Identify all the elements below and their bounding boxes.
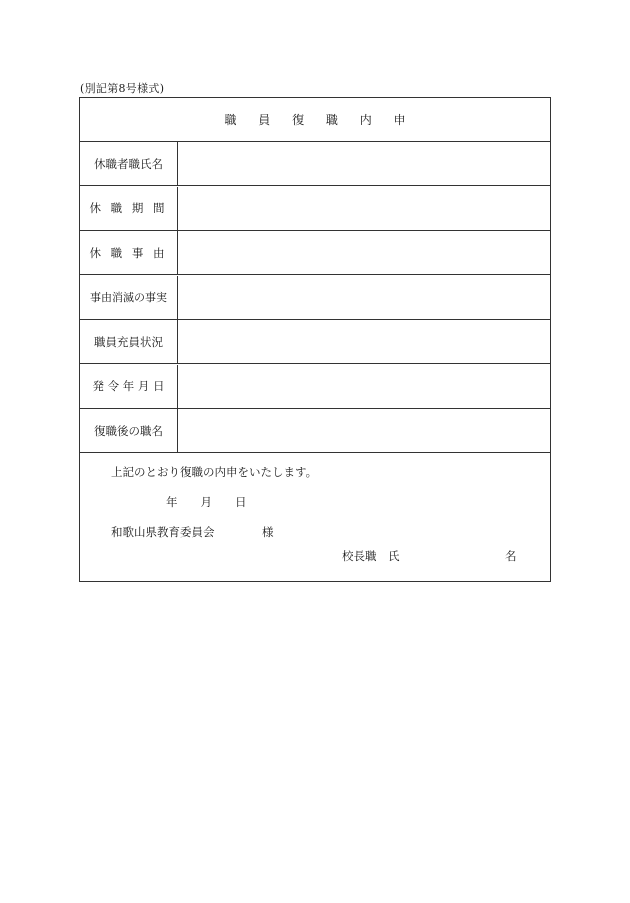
addressee-honorific: 様 bbox=[262, 525, 274, 539]
field-value-leave-period[interactable] bbox=[178, 187, 550, 230]
field-label-reason-resolved: 事由消滅の事実 bbox=[80, 276, 178, 319]
field-value-staffing-status[interactable] bbox=[178, 320, 550, 363]
field-label-post-reinstatement-title: 復職後の職名 bbox=[80, 409, 178, 452]
signer-name-suffix: 名 bbox=[505, 549, 517, 563]
form-title: 職 員 復 職 内 申 bbox=[80, 98, 550, 142]
field-row-appointment-date bbox=[80, 365, 550, 409]
field-label-staffing-status: 職員充員状況 bbox=[80, 320, 178, 363]
field-row-post-reinstatement-title bbox=[80, 409, 550, 453]
field-row-leave-period bbox=[80, 187, 550, 231]
field-row-reason-resolved bbox=[80, 276, 550, 320]
reinstatement-form-table bbox=[79, 97, 551, 582]
signer-title: 校長職 氏 bbox=[342, 549, 400, 563]
field-row-employee-name bbox=[80, 142, 550, 186]
declaration-statement: 上記のとおり復職の内申をいたします。 bbox=[111, 465, 318, 479]
field-value-post-reinstatement-title[interactable] bbox=[178, 409, 550, 452]
addressee: 和歌山県教育委員会 bbox=[111, 525, 215, 539]
field-label-appointment-date: 発 令 年 月 日 bbox=[80, 365, 178, 408]
field-row-staffing-status bbox=[80, 320, 550, 364]
form-label: (別記第8号様式) bbox=[80, 82, 165, 95]
field-label-employee-name: 休職者職氏名 bbox=[80, 142, 178, 185]
field-value-employee-name[interactable] bbox=[178, 142, 550, 185]
field-value-leave-reason[interactable] bbox=[178, 231, 550, 274]
field-row-leave-reason bbox=[80, 231, 550, 275]
declaration-section bbox=[80, 453, 550, 581]
field-label-leave-period: 休 職 期 間 bbox=[80, 187, 178, 230]
field-value-appointment-date[interactable] bbox=[178, 365, 550, 408]
field-value-reason-resolved[interactable] bbox=[178, 276, 550, 319]
field-label-leave-reason: 休 職 事 由 bbox=[80, 231, 178, 274]
declaration-date: 年 月 日 bbox=[166, 495, 247, 509]
